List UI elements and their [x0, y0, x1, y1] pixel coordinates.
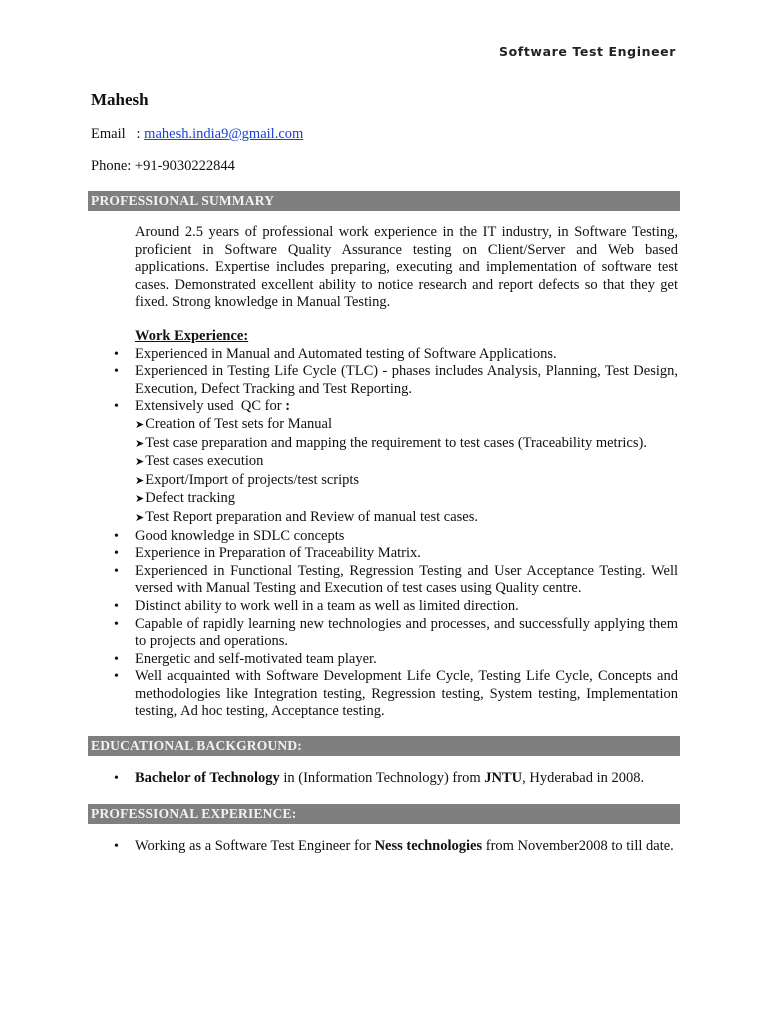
degree-field: in (Information Technology) from	[279, 770, 485, 786]
list-item	[135, 398, 678, 527]
arrowhead-icon: ➤	[135, 511, 145, 524]
email-label: Email :	[91, 126, 145, 142]
degree-name: Bachelor of Technology	[135, 770, 280, 786]
email-line	[91, 126, 303, 143]
work-experience-section	[135, 328, 678, 721]
qc-item-text: Export/Import of projects/test scripts	[145, 471, 360, 488]
university-name: JNTU	[484, 770, 523, 786]
qc-item-text: Test cases execution	[145, 453, 264, 470]
list-item: • Capable of rapidly learning new technologies and processes, and successfully applying them to projects and operations.	[135, 616, 678, 651]
company-name: Ness technologies	[374, 838, 483, 854]
section-header-professional-experience: PROFESSIONAL EXPERIENCE:	[88, 804, 680, 824]
header-job-title: Software Test Engineer	[499, 44, 676, 59]
email-link[interactable]: mahesh.india9@gmail.com	[144, 126, 304, 142]
qc-item-text: Test Report preparation and Review of manual test cases.	[145, 508, 478, 525]
section-header-education: EDUCATIONAL BACKGROUND:	[88, 736, 680, 756]
experience-dates: from November2008 to till date.	[482, 838, 674, 854]
qc-item	[135, 453, 678, 472]
list-item: • Distinct ability to work well in a team as well as limited direction.	[135, 598, 678, 616]
phone-line: Phone: +91-9030222844	[91, 158, 235, 174]
list-item: • Well acquainted with Software Development Life Cycle, Testing Life Cycle, Concepts and methodologies like Integration testing, Regression testing, System testing, Implementation testing, Ad hoc testing, Acceptance testing.	[135, 668, 678, 721]
list-item: • Experienced in Manual and Automated testing of Software Applications.	[135, 346, 678, 364]
arrowhead-icon: ➤	[135, 474, 145, 487]
qc-item-text: Test case preparation and mapping the requirement to test cases (Traceability metrics).	[145, 434, 647, 451]
education-list	[135, 770, 678, 788]
qc-item	[135, 435, 678, 454]
list-item: • Experienced in Functional Testing, Regression Testing and User Acceptance Testing. Well versed with Manual Testing and Execution of test cases using Quality centre.	[135, 563, 678, 598]
qc-item	[135, 472, 678, 491]
work-experience-list	[135, 346, 678, 721]
arrowhead-icon: ➤	[135, 493, 145, 506]
list-item: • Energetic and self-motivated team player.	[135, 651, 678, 669]
work-experience-heading: Work Experience:	[135, 328, 249, 344]
degree-place-year: , Hyderabad in 2008.	[522, 770, 645, 786]
qc-intro: Extensively used QC for	[135, 398, 286, 415]
qc-item-text: Defect tracking	[145, 490, 235, 507]
qc-item	[135, 509, 678, 528]
arrowhead-icon: ➤	[135, 418, 145, 431]
list-item: • Experienced in Testing Life Cycle (TLC) - phases includes Analysis, Planning, Test Design, Execution, Defect Tracking and Test Reporting.	[135, 363, 678, 398]
qc-sublist	[135, 416, 678, 528]
list-item	[135, 838, 678, 856]
section-header-professional-summary: PROFESSIONAL SUMMARY	[88, 191, 680, 211]
candidate-name: Mahesh	[91, 90, 149, 109]
list-item	[135, 770, 678, 788]
summary-paragraph: Around 2.5 years of professional work experience in the IT industry, in Software Testing, proficient in Software Quality Assurance testing on Client/Server and Web based applications. Expertise includes preparing, executing and implementation of software test cases. Demonstrated excellent ability to notice research and report defects so that they get fixed. Strong knowledge in Manual Testing.	[135, 224, 678, 311]
education-section	[135, 770, 678, 788]
arrowhead-icon: ➤	[135, 437, 145, 450]
experience-section	[135, 838, 678, 856]
list-item: • Good knowledge in SDLC concepts	[135, 528, 678, 546]
list-item: • Experience in Preparation of Traceability Matrix.	[135, 545, 678, 563]
arrowhead-icon: ➤	[135, 456, 145, 469]
experience-role: Working as a Software Test Engineer for	[135, 838, 375, 854]
qc-item	[135, 416, 678, 435]
qc-item	[135, 490, 678, 509]
experience-list	[135, 838, 678, 856]
qc-item-text: Creation of Test sets for Manual	[145, 415, 332, 432]
qc-colon: :	[285, 398, 291, 415]
